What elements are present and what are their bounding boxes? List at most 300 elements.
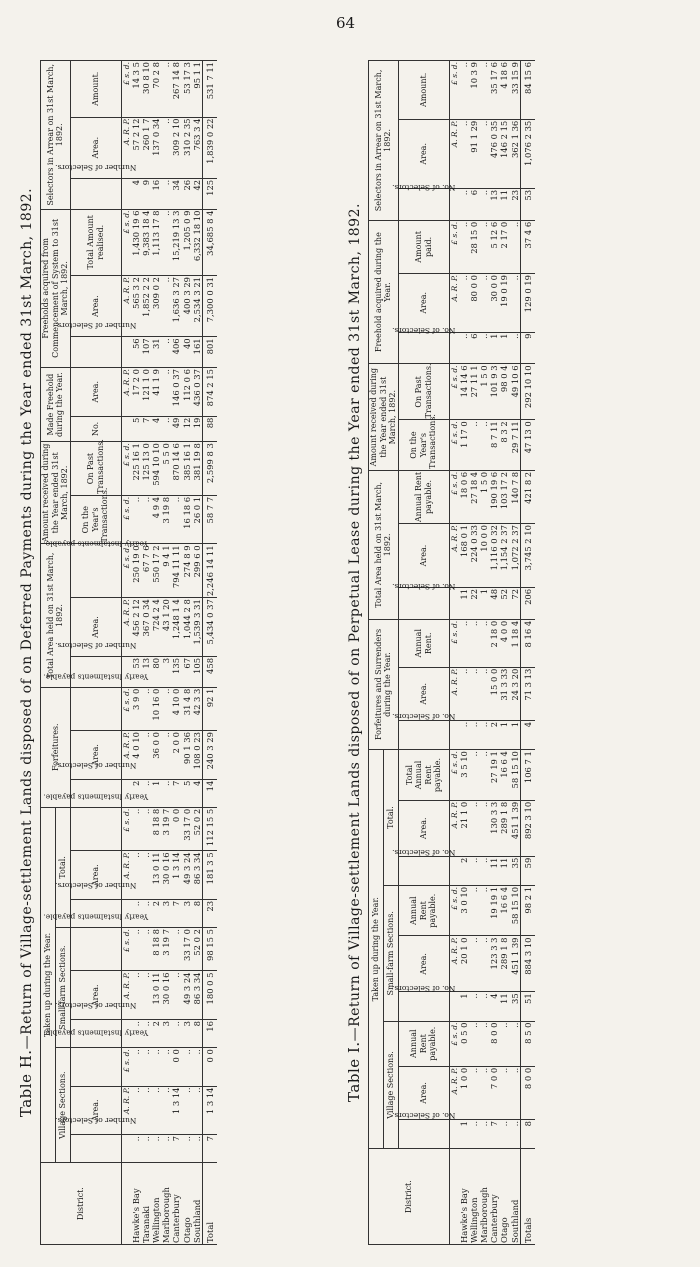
value-cell: 31 3 33 [499,667,509,720]
value-cell: 565 3 2 [131,276,141,337]
value-cell: 1 [499,332,509,364]
value-cell: .. [459,61,469,120]
value-cell: .. [182,1086,192,1135]
value-cell: 6 [469,188,479,220]
value-cell: .. [469,667,479,720]
value-cell: 84 15 6 [520,61,535,120]
h-col-h-yearly: Yearly Instalments payable. [70,544,121,598]
district-cell: Wellington [151,1163,161,1245]
value-cell: .. [510,332,521,364]
h-col-f-num: Number of Selectors. [70,779,121,807]
h-col-t-area: Area. [70,851,121,900]
value-cell: 42 [192,178,203,209]
i-col-on-year: On the Year's Transactions. [398,420,449,471]
value-cell: 1 [499,720,509,749]
value-cell: 27 19 1 [489,750,499,801]
h-amount-received-header: Amount received during the Year ended 31st March, 1892. [41,443,69,543]
value-cell: 2 [131,779,141,807]
value-cell: 2 [151,899,161,927]
value-cell: .. [459,188,469,220]
value-cell: 0 5 0 [459,1021,469,1066]
value-cell: 1,539 3 31 [192,598,203,657]
value-cell: .. [131,1135,141,1163]
value-cell: 112 0 6 [182,368,192,417]
i-col-f-num: No. of Selectors. [398,720,449,749]
value-cell: 13 0 11 [151,851,161,900]
value-cell: 35 [510,992,521,1021]
value-cell: 4 0 10 [131,731,141,780]
value-cell: .. [192,1048,203,1086]
value-cell: 15 0 0 [489,667,499,720]
value-cell: .. [469,885,479,936]
h-col-fr-num: Number of Selectors. [70,337,121,368]
value-cell: 23 [510,188,521,220]
i-amount-received-header: Amount received during the Year ended 31st March, 1892. [369,364,399,470]
h-district-header: District. [41,1163,122,1245]
district-cell: Hawke's Bay [131,1163,141,1245]
value-cell: 53 [131,656,141,687]
h-made-freehold-header: Made Freehold during the Year. [41,368,71,442]
value-cell: 240 3 29 [202,731,217,780]
value-cell: .. [161,1135,171,1163]
value-cell: 3 [161,656,171,687]
value-cell: .. [161,687,171,730]
value-cell: 52 0 2 [192,928,203,971]
value-cell: 1 [510,720,521,749]
value-cell: 181 3 5 [202,851,217,900]
value-cell: 3 [182,899,192,927]
value-cell: .. [499,1066,509,1119]
value-cell: 125 13 0 [141,442,151,496]
value-cell: 34 [171,178,181,209]
value-cell: 4 9 4 [151,495,161,544]
value-cell: 9 [520,332,535,364]
value-cell: .. [479,619,489,667]
i-village-header: Village Sections. [383,1021,398,1149]
value-cell: .. [469,936,479,992]
i-col-h-area: Area. [398,524,449,588]
value-cell: 476 0 35 [489,119,499,188]
value-cell: .. [131,1048,141,1086]
value-cell: 309 0 2 [151,276,161,337]
h-col-s-yearly: Yearly Instalments payable. [70,928,121,971]
value-cell: 37 4 6 [520,220,535,273]
value-cell: 594 10 10 [151,442,161,496]
value-cell: 14 14 6 [459,364,469,420]
h-col-ar-area: Area. [70,117,121,178]
value-cell: 4 [520,720,535,749]
value-cell: 11 [499,856,509,885]
i-col-h-rent: Annual Rent payable. [398,470,449,523]
value-cell: 11 [489,856,499,885]
value-cell: 7 0 0 [489,1066,499,1119]
value-cell: .. [510,274,521,333]
value-cell: 86 3 34 [192,971,203,1020]
table-h-title-text: —Return of Village-settlement Lands disposed of on Deferred Payments during the Year ended 31st March, 1892. [19,187,35,1050]
value-cell: 19 0 19 [499,274,509,333]
value-cell: 2 [489,720,499,749]
value-cell: 458 [202,656,217,687]
value-cell: 2 18 0 [489,619,499,667]
value-cell: .. [182,1048,192,1086]
district-cell: Marlborough [479,1149,489,1245]
value-cell: 49 [171,416,181,442]
value-cell: 292 10 10 [520,364,535,420]
value-cell: 41 1 9 [151,368,161,417]
value-cell: 12 [182,416,192,442]
value-cell: .. [479,188,489,220]
value-cell: 3 19 7 [161,807,171,851]
value-cell: .. [479,720,489,749]
value-cell: .. [459,274,469,333]
value-cell: .. [479,274,489,333]
value-cell: .. [171,971,181,1020]
value-cell: 3 [161,899,171,927]
value-cell: 14 3 5 [131,61,141,118]
table-i-label: Table I. [345,1041,363,1102]
value-cell: .. [469,1120,479,1149]
value-cell: .. [479,800,489,856]
value-cell: 7 [202,1135,217,1163]
h-col-h-area: Area. [70,598,121,657]
value-cell: 550 17 2 [151,544,161,598]
value-cell: .. [469,750,479,801]
value-cell: 3 9 0 [131,687,141,730]
h-col-f-yearly: Yearly Instalments payable. [70,687,121,730]
i-col-t-area: Area. [398,800,449,856]
value-cell: 91 1 29 [469,119,479,188]
value-cell: 10 16 0 [151,687,161,730]
value-cell: 8 0 0 [489,1021,499,1066]
value-cell: 13 0 11 [151,971,161,1020]
value-cell: 88 [202,416,217,442]
value-cell: 20 1 0 [459,936,469,992]
value-cell: 30 0 16 [161,851,171,900]
h-col-fr-realised: Total Amount realised. [70,209,121,275]
value-cell: .. [499,1120,509,1149]
value-cell: 137 0 34 [151,117,161,178]
value-cell: 58 7 7 [202,495,217,544]
table-i-grid [368,60,535,1245]
value-cell: 5 [131,416,141,442]
value-cell: 1,076 2 35 [520,119,535,188]
value-cell: .. [469,1066,479,1119]
value-cell: .. [161,117,171,178]
value-cell: 48 [489,587,499,619]
value-cell: .. [469,1021,479,1066]
value-cell: .. [192,1086,203,1135]
value-cell: 101 9 3 [489,364,499,420]
value-cell: 289 1 8 [499,936,509,992]
h-col-on-past: On Past Transactions. [70,442,121,496]
value-cell: 892 3 10 [520,800,535,856]
value-cell: .. [479,1021,489,1066]
value-cell: .. [141,971,151,1020]
value-cell: 763 3 4 [192,117,203,178]
value-cell: 17 2 0 [131,368,141,417]
value-cell: 112 15 5 [202,807,217,851]
value-cell: 1,044 2 8 [182,598,192,657]
value-cell: 42 3 3 [192,687,203,730]
district-cell: Marlborough [161,1163,171,1245]
value-cell: 724 2 4 [151,598,161,657]
value-cell: 2,599 8 3 [202,442,217,496]
value-cell: 135 [171,656,181,687]
table-i-title [340,60,368,1245]
value-cell: .. [171,1020,181,1048]
table-row [479,61,489,1245]
value-cell: 7 [171,779,181,807]
value-cell: 57 2 12 [131,117,141,178]
value-cell: 4 [131,178,141,209]
value-cell: 86 3 34 [192,851,203,900]
value-cell: .. [141,928,151,971]
table-h-grid [40,60,217,1245]
value-cell: 9,383 18 4 [141,209,151,275]
table-row [192,61,203,1245]
value-cell: 0 0 [171,807,181,851]
i-small-farm-header: Small-farm Sections. [383,885,398,1021]
value-cell: .. [459,720,469,749]
value-cell: 3,745 2 10 [520,524,535,588]
value-cell: 5 [182,779,192,807]
h-col-t-num: Number of Selectors. [70,899,121,927]
value-cell: 107 [141,337,151,368]
table-row [510,61,521,1245]
value-cell: 6 [469,332,479,364]
value-cell: 531 7 11 [202,61,217,118]
value-cell: 125 [202,178,217,209]
value-cell: 11 [499,188,509,220]
value-cell: 33 17 0 [182,928,192,971]
value-cell: 8 18 8 [151,928,161,971]
value-cell: .. [131,807,141,851]
value-cell: 260 1 7 [141,117,151,178]
value-cell: .. [141,495,151,544]
value-cell: 49 3 24 [182,851,192,900]
value-cell: 274 8 9 [182,544,192,598]
value-cell: 47 13 0 [520,420,535,471]
value-cell: 121 1 0 [141,368,151,417]
district-cell: Hawke's Bay [459,1149,469,1245]
value-cell: 2 [151,1020,161,1048]
value-cell: .. [141,807,151,851]
value-cell: 309 2 10 [171,117,181,178]
value-cell: 400 3 29 [182,276,192,337]
h-total-header: Total. [55,807,70,927]
value-cell: 225 16 1 [131,442,141,496]
value-cell: .. [131,851,141,900]
value-cell: .. [141,899,151,927]
value-cell: 0 0 [171,1048,181,1086]
value-cell: 1 5 0 [479,470,489,523]
value-cell: .. [499,1021,509,1066]
value-cell: 1 3 14 [171,1086,181,1135]
value-cell: 1,430 19 6 [131,209,141,275]
h-col-v-yearly: Yearly Instalments payable. [70,1048,121,1086]
value-cell: 23 [202,899,217,927]
value-cell: 16 6 4 [499,750,509,801]
i-district-header: District. [369,1149,450,1245]
value-cell: 5,434 0 37 [202,598,217,657]
i-col-t-num: No. of Selectors. [398,856,449,885]
i-units-row: A. R. P. £ s. d. A. R. P. £ s. d. A. R. P. £ s. d. A. R. P. £ s. d. A. R. P. £ s. d. £ s. d. £ s. d. A. R. P. £ s. d. A. R. P. £ s. d. [449,61,459,1245]
value-cell: 80 0 0 [469,274,479,333]
value-cell: 140 7 8 [510,470,521,523]
value-cell: .. [141,779,151,807]
value-cell: 3 19 7 [161,928,171,971]
h-total-area-header: Total Area held on 31st March, 1892. [41,544,71,687]
value-cell: .. [131,928,141,971]
value-cell: 1 [489,332,499,364]
district-cell: Canterbury [171,1163,181,1245]
value-cell: 7 [141,416,151,442]
table-row [151,61,161,1245]
value-cell: 206 [520,587,535,619]
value-cell: 26 [182,178,192,209]
value-cell: 59 [520,856,535,885]
value-cell: .. [459,667,469,720]
value-cell: 146 2 15 [499,119,509,188]
i-col-f-area: Area. [398,667,449,720]
h-col-ar-num: Number of Selectors. [70,178,121,209]
district-cell: Totals [520,1149,535,1245]
h-freeholds-acquired-header: Freeholds acquired from Commencement of System to 31st March, 1892. [41,209,71,368]
table-h-title [12,60,40,1245]
value-cell: .. [479,856,489,885]
value-cell: 1 [459,1120,469,1149]
value-cell: .. [479,332,489,364]
i-col-h-num: No. of Selectors. [398,587,449,619]
value-cell: 874 2 15 [202,368,217,417]
value-cell: 53 [520,188,535,220]
value-cell: 11 [459,587,469,619]
value-cell: 1,205 0 9 [182,209,192,275]
totals-row [520,61,535,1245]
table-row [161,61,171,1245]
value-cell: 106 7 1 [520,750,535,801]
i-col-f-rent: Annual Rent. [398,619,449,667]
value-cell: .. [469,619,479,667]
value-cell: .. [161,209,171,275]
value-cell: 1,116 0 32 [489,524,499,588]
value-cell: .. [510,1120,521,1149]
value-cell: 3 0 10 [459,885,469,936]
value-cell: .. [479,667,489,720]
value-cell: 19 [192,416,203,442]
value-cell: .. [151,1048,161,1086]
value-cell: 40 [182,337,192,368]
value-cell: 19 19 1 [489,885,499,936]
value-cell: .. [479,220,489,273]
value-cell: 70 2 8 [151,61,161,118]
value-cell: .. [479,992,489,1021]
value-cell: .. [131,495,141,544]
value-cell: .. [151,1086,161,1135]
value-cell: 4 18 6 [499,61,509,120]
value-cell: 15,219 13 3 [171,209,181,275]
value-cell: 250 19 0 [131,544,141,598]
value-cell: 52 [499,587,509,619]
h-col-on-year: On the Year's Transactions. [70,495,121,544]
value-cell: 381 19 8 [192,442,203,496]
value-cell: 362 1 36 [510,119,521,188]
value-cell: .. [141,1020,151,1048]
value-cell: 14 [202,779,217,807]
district-cell: Wellington [469,1149,479,1245]
value-cell: 98 0 4 [499,364,509,420]
value-cell: 108 0 23 [192,731,203,780]
table-i-title-text: —Return of Village-settlement Lands disposed of on Perpetual Lease during the Year ended 31st March, 1892. [347,203,363,1042]
value-cell: 34,685 8 4 [202,209,217,275]
value-cell: .. [459,619,469,667]
value-cell: 30 8 10 [141,61,151,118]
h-col-s-num: Number of Selectors. [70,1020,121,1048]
value-cell: 1 3 14 [202,1086,217,1135]
value-cell: 103 17 2 [499,470,509,523]
value-cell: 8 16 4 [520,619,535,667]
value-cell: .. [131,971,141,1020]
value-cell: 13 [141,656,151,687]
value-cell: .. [479,750,489,801]
value-cell: .. [469,856,479,885]
value-cell: .. [141,1135,151,1163]
value-cell: .. [161,337,171,368]
i-col-s-num: No. of Selectors. [398,992,449,1021]
h-col-m-area: Area. [70,368,121,417]
value-cell: 30 0 0 [489,274,499,333]
value-cell: 129 0 19 [520,274,535,333]
i-col-ar-area: Area. [398,119,449,188]
value-cell: 7 [171,899,181,927]
value-cell: .. [459,332,469,364]
value-cell: .. [469,420,479,471]
value-cell: 123 3 3 [489,936,499,992]
value-cell: 436 0 37 [192,368,203,417]
i-total-header: Total. [383,750,398,886]
value-cell: 35 17 6 [489,61,499,120]
value-cell: 30 0 16 [161,971,171,1020]
value-cell: 1,154 2 37 [499,524,509,588]
value-cell: 2,534 3 21 [192,276,203,337]
value-cell: 72 [510,587,521,619]
value-cell: .. [131,899,141,927]
value-cell: 21 1 0 [459,800,469,856]
value-cell: 2 0 0 [171,731,181,780]
value-cell: 8 [520,1120,535,1149]
value-cell: 456 2 12 [131,598,141,657]
value-cell: 1,852 2 2 [141,276,151,337]
value-cell: 7 [489,1120,499,1149]
value-cell: 98 15 5 [202,928,217,971]
value-cell: 4 [489,992,499,1021]
h-col-ar-amount: Amount. [70,61,121,118]
i-arrear-header: Selectors in Arrear on 31st March, 1892. [369,61,399,221]
value-cell: 27 11 1 [469,364,479,420]
value-cell: 10 3 9 [469,61,479,120]
value-cell: 1 [151,779,161,807]
i-col-s-area: Area. [398,936,449,992]
value-cell: 95 1 1 [192,61,203,118]
value-cell: 1,072 2 37 [510,524,521,588]
i-col-fr-area: Area. [398,274,449,333]
page-number: 64 [336,14,356,32]
value-cell: 31 4 8 [182,687,192,730]
value-cell: .. [469,720,479,749]
value-cell: 8 [192,1020,203,1048]
value-cell: .. [479,1120,489,1149]
district-cell: Southland [192,1163,203,1245]
